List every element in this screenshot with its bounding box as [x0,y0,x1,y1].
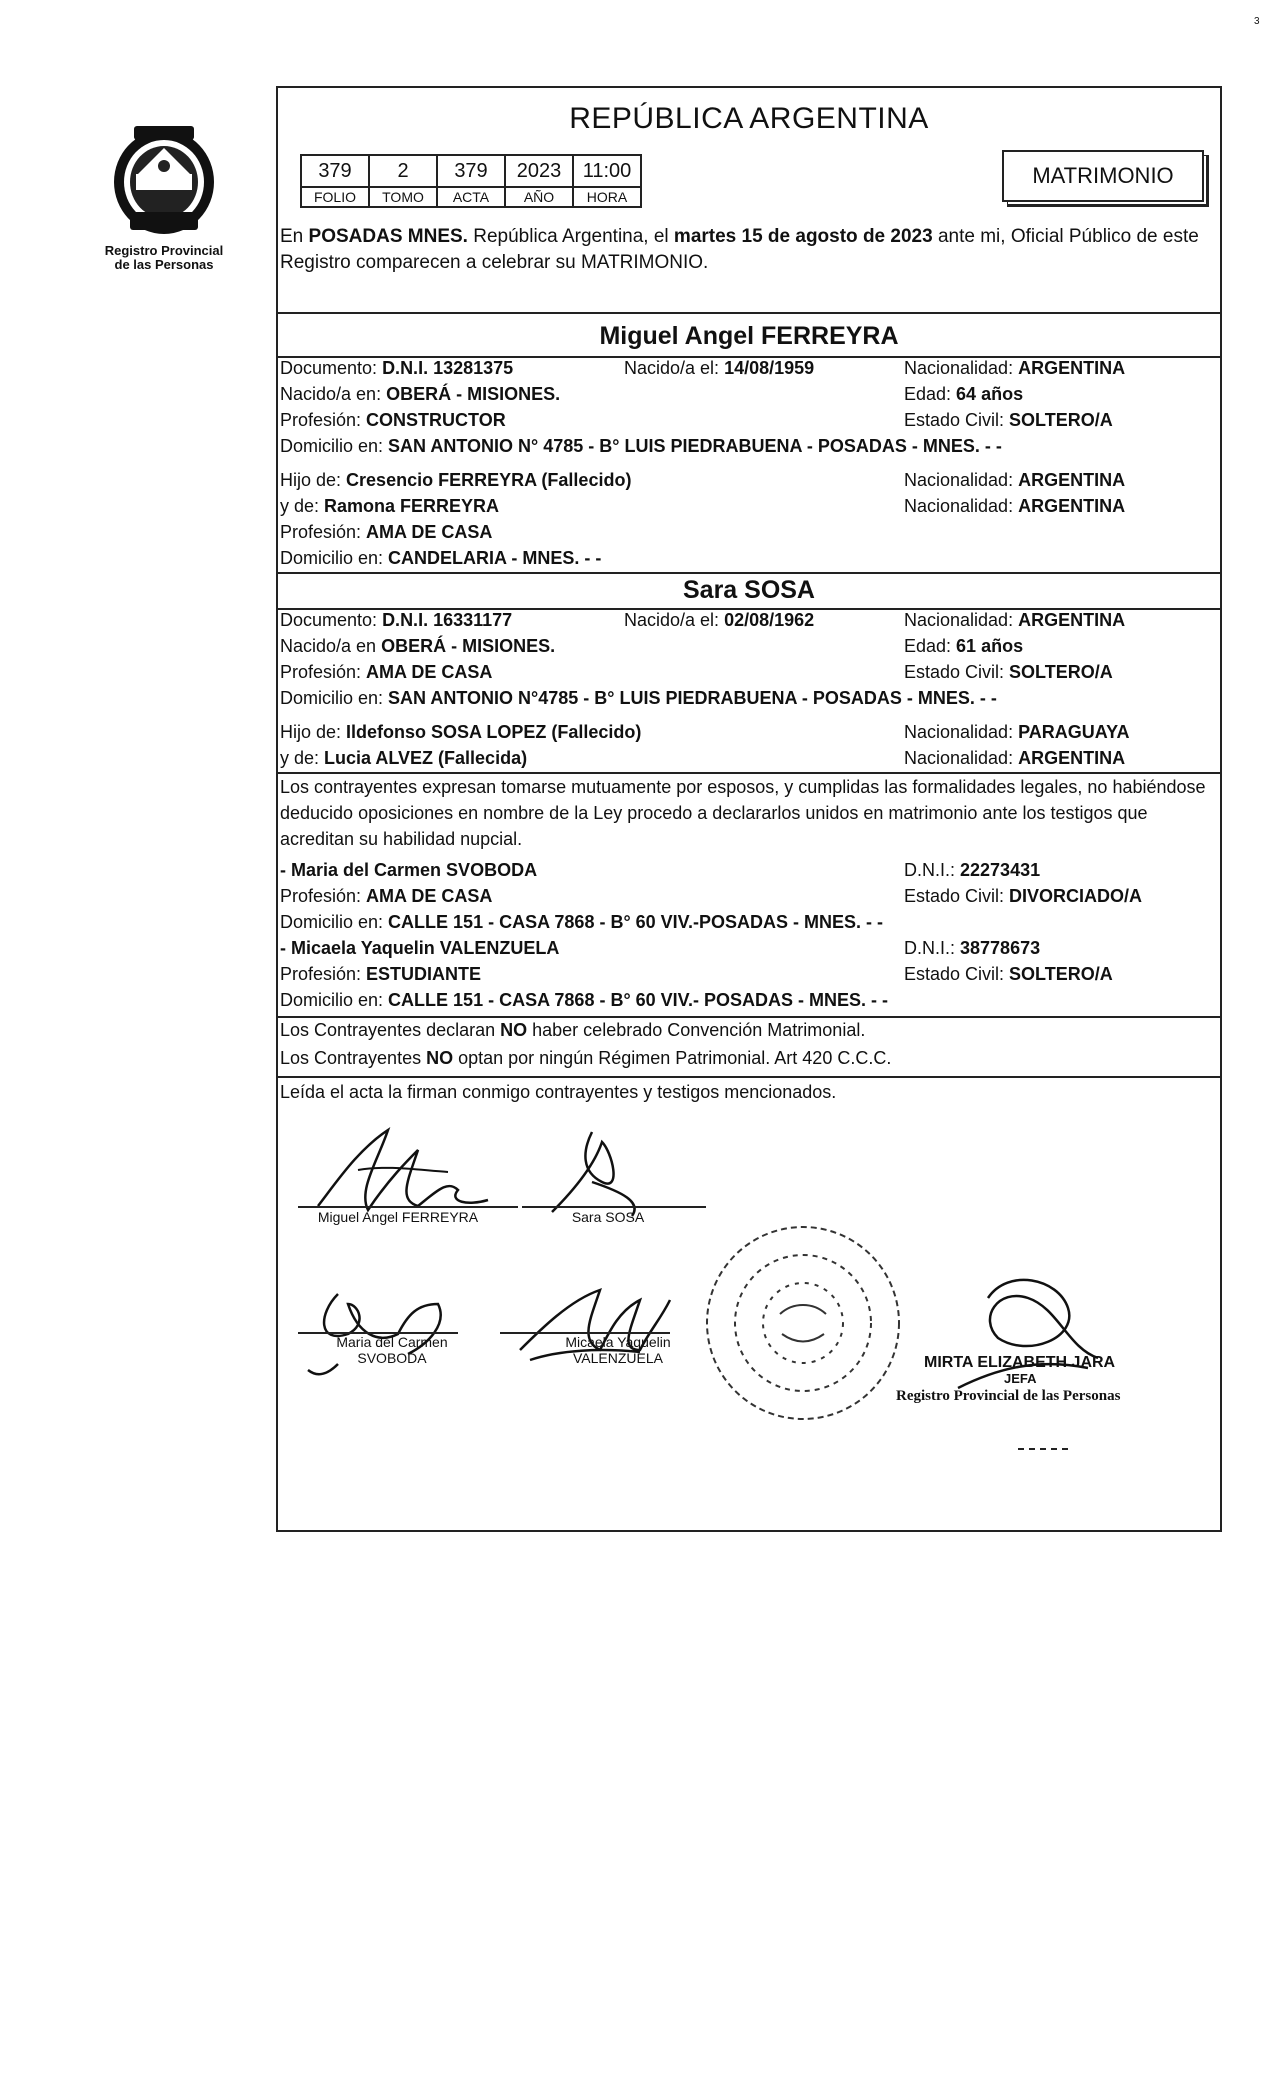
groom-father: Cresencio FERREYRA (Fallecido) [346,470,632,490]
label: Hijo de: [280,722,347,742]
label: Estado Civil: [904,410,1010,430]
divider [278,1076,1220,1078]
groom-row-birthplace [280,384,1216,408]
groom-civil-status: SOLTERO/A [1009,410,1113,430]
witness1-civil-status: DIVORCIADO/A [1009,886,1143,906]
witness1-row-name [280,860,1216,884]
divider [278,1016,1220,1018]
groom-row-parent-address [280,548,1216,572]
hour-label: HORA [573,187,641,207]
groom-signature-line [298,1206,518,1208]
bride-civil-status: SOLTERO/A [1009,662,1113,682]
declaration-paragraph: Los contrayentes expresan tomarse mutuamente por esposos, y cumplidas las formalidades legales, no habiéndose deducido oposiciones en nombre de la Ley procedo a declararlos unidos en matrimonio ante los testigos que acreditan su habilidad nupcial. [280,777,1206,849]
official-name: MIRTA ELIZABETH JARA [924,1354,1116,1371]
text: Los Contrayentes declaran [280,1020,501,1040]
act-type-box [1002,150,1204,202]
groom-birthplace: OBERÁ - MISIONES. [386,384,561,404]
label: Estado Civil: [904,662,1010,682]
label: Profesión: [280,662,367,682]
label: Nacido/a el: [624,610,725,630]
groom-nationality: ARGENTINA [1018,358,1126,378]
intro-part3: ante mi, Oficial Público de este Registro comparecen a celebrar su MATRIMONIO. [280,226,1199,273]
bride-row-address [280,688,1216,712]
registry-stamp-icon [698,1218,908,1428]
groom-parent-address: CANDELARIA - MNES. - - [388,548,602,568]
groom-mother: Ramona FERREYRA [324,496,500,516]
label: Domicilio en: [280,436,389,456]
witness1-dni: 22273431 [960,860,1041,880]
witness2-row-profession [280,964,1216,988]
bride-father: Ildefonso SOSA LOPEZ (Fallecido) [346,722,642,742]
label: Nacido/a el: [624,358,725,378]
bride-mother-nationality: ARGENTINA [1018,748,1126,768]
bride-row-profession [280,662,1216,686]
label: Nacido/a en: [280,384,387,404]
witness2-profession: ESTUDIANTE [366,964,482,984]
groom-profession: CONSTRUCTOR [366,410,506,430]
witness1-signature-label [322,1334,462,1366]
intro-part2: República Argentina, el [467,226,674,247]
bride-name: Sara SOSA [682,576,815,604]
intro-part1: En [280,226,309,247]
groom-row-father [280,470,1216,494]
label: Profesión: [280,964,367,984]
label: Edad: [904,384,957,404]
groom-row-mother [280,496,1216,520]
groom-address: SAN ANTONIO N° 4785 - B° LUIS PIEDRABUENA - POSADAS - MNES. - - [388,436,1002,456]
witness1-sig-line1: Maria del Carmen [336,1334,448,1350]
witness1-name: - Maria del Carmen SVOBODA [280,860,538,880]
witness2-dni: 38778673 [960,938,1041,958]
witness1-sig-line2: SVOBODA [357,1350,427,1366]
intro-paragraph [280,224,1216,276]
label: Profesión: [280,886,367,906]
label: Hijo de: [280,470,347,490]
bride-signature-label: Sara SOSA [571,1209,645,1225]
label: Documento: [280,358,383,378]
logo-caption-line1: Registro Provincial [104,243,224,258]
witness2-row-name [280,938,1216,962]
country-title: REPÚBLICA ARGENTINA [569,102,929,135]
hour-value: 11:00 [573,155,641,187]
label: D.N.I.: [904,860,961,880]
closing-line [280,1082,1216,1106]
label: y de: [280,748,325,768]
official-office: Registro Provincial de las Personas [896,1388,1121,1404]
witness2-name: - Micaela Yaquelin VALENZUELA [280,938,560,958]
label: Nacionalidad: [904,722,1019,742]
label: Estado Civil: [904,964,1010,984]
closing-text: Leída el acta la firman conmigo contrayentes y testigos mencionados. [280,1082,837,1102]
logo-caption-line2: de las Personas [114,257,214,272]
witness2-signature-label [548,1334,688,1366]
intro-place: POSADAS MNES. [308,226,468,247]
official-role: JEFA [1004,1371,1037,1386]
groom-row-document [280,358,1216,382]
bride-row-mother [280,748,1216,772]
year-label: AÑO [505,187,573,207]
groom-row-profession [280,410,1216,434]
bride-row-document [280,610,1216,634]
folio-value: 379 [301,155,369,187]
label: y de: [280,496,325,516]
label: Nacionalidad: [904,470,1019,490]
text-bold: NO [426,1048,454,1068]
intro-date: martes 15 de agosto de 2023 [673,226,933,247]
divider [278,572,1220,574]
groom-father-nationality: ARGENTINA [1018,470,1126,490]
label: Nacionalidad: [904,358,1019,378]
official-underline [1018,1448,1068,1450]
bride-mother: Lucia ALVEZ (Fallecida) [324,748,528,768]
groom-document: D.N.I. 13281375 [382,358,514,378]
provincial-seal-icon [106,118,222,242]
marriage-certificate [276,86,1222,1532]
bride-birthdate: 02/08/1962 [724,610,815,630]
page-corner-mark: 3 [1254,16,1260,27]
witness1-profession: AMA DE CASA [366,886,493,906]
label: Domicilio en: [280,688,389,708]
label: Nacionalidad: [904,748,1019,768]
groom-mother-nationality: ARGENTINA [1018,496,1126,516]
bride-row-birthplace [280,636,1216,660]
label: Profesión: [280,522,367,542]
label: Nacionalidad: [904,496,1019,516]
witness1-row-profession [280,886,1216,910]
label: Domicilio en: [280,990,389,1010]
label: Estado Civil: [904,886,1010,906]
registry-reference-table [300,154,642,208]
divider [278,312,1220,314]
witness1-address: CALLE 151 - CASA 7868 - B° 60 VIV.-POSADAS - MNES. - - [388,912,884,932]
groom-row-address [280,436,1216,460]
bride-father-nationality: PARAGUAYA [1018,722,1130,742]
text-bold: NO [500,1020,528,1040]
bride-birthplace: OBERÁ - MISIONES. [381,636,556,656]
witness2-row-address [280,990,1216,1014]
groom-name: Miguel Angel FERREYRA [599,322,899,350]
label: Nacido/a en [280,636,382,656]
tomo-label: TOMO [369,187,437,207]
text: haber celebrado Convención Matrimonial. [527,1020,866,1040]
witness2-sig-line2: VALENZUELA [573,1350,663,1366]
registry-logo [86,118,242,272]
witness2-civil-status: SOLTERO/A [1009,964,1113,984]
acta-label: ACTA [437,187,505,207]
groom-age: 64 años [956,384,1024,404]
label: Domicilio en: [280,912,389,932]
bride-signature-line [522,1206,706,1208]
text: optan por ningún Régimen Patrimonial. Art 420 C.C.C. [453,1048,892,1068]
text: Los Contrayentes [280,1048,427,1068]
bride-document: D.N.I. 16331177 [382,610,513,630]
bride-nationality: ARGENTINA [1018,610,1126,630]
regime-line2 [280,1048,1216,1072]
bride-address: SAN ANTONIO N°4785 - B° LUIS PIEDRABUENA - POSADAS - MNES. - - [388,688,997,708]
bride-age: 61 años [956,636,1024,656]
year-value: 2023 [505,155,573,187]
witness2-sig-line1: Micaela Yaquelin [565,1334,671,1350]
act-type-label: MATRIMONIO [1032,163,1174,188]
label: Domicilio en: [280,548,389,568]
bride-row-father [280,722,1216,746]
acta-value: 379 [437,155,505,187]
tomo-value: 2 [369,155,437,187]
bride-profession: AMA DE CASA [366,662,493,682]
regime-line1 [280,1020,1216,1044]
label: Profesión: [280,410,367,430]
label: Nacionalidad: [904,610,1019,630]
label: Edad: [904,636,957,656]
groom-signature-label: Miguel Angel FERREYRA [317,1209,479,1225]
witness1-row-address [280,912,1216,936]
folio-label: FOLIO [301,187,369,207]
witness2-address: CALLE 151 - CASA 7868 - B° 60 VIV.- POSADAS - MNES. - - [388,990,889,1010]
groom-birthdate: 14/08/1959 [724,358,815,378]
label: D.N.I.: [904,938,961,958]
groom-parent-profession: AMA DE CASA [366,522,493,542]
label: Documento: [280,610,383,630]
groom-row-parent-profession [280,522,1216,546]
witness1-signature [298,1274,478,1384]
